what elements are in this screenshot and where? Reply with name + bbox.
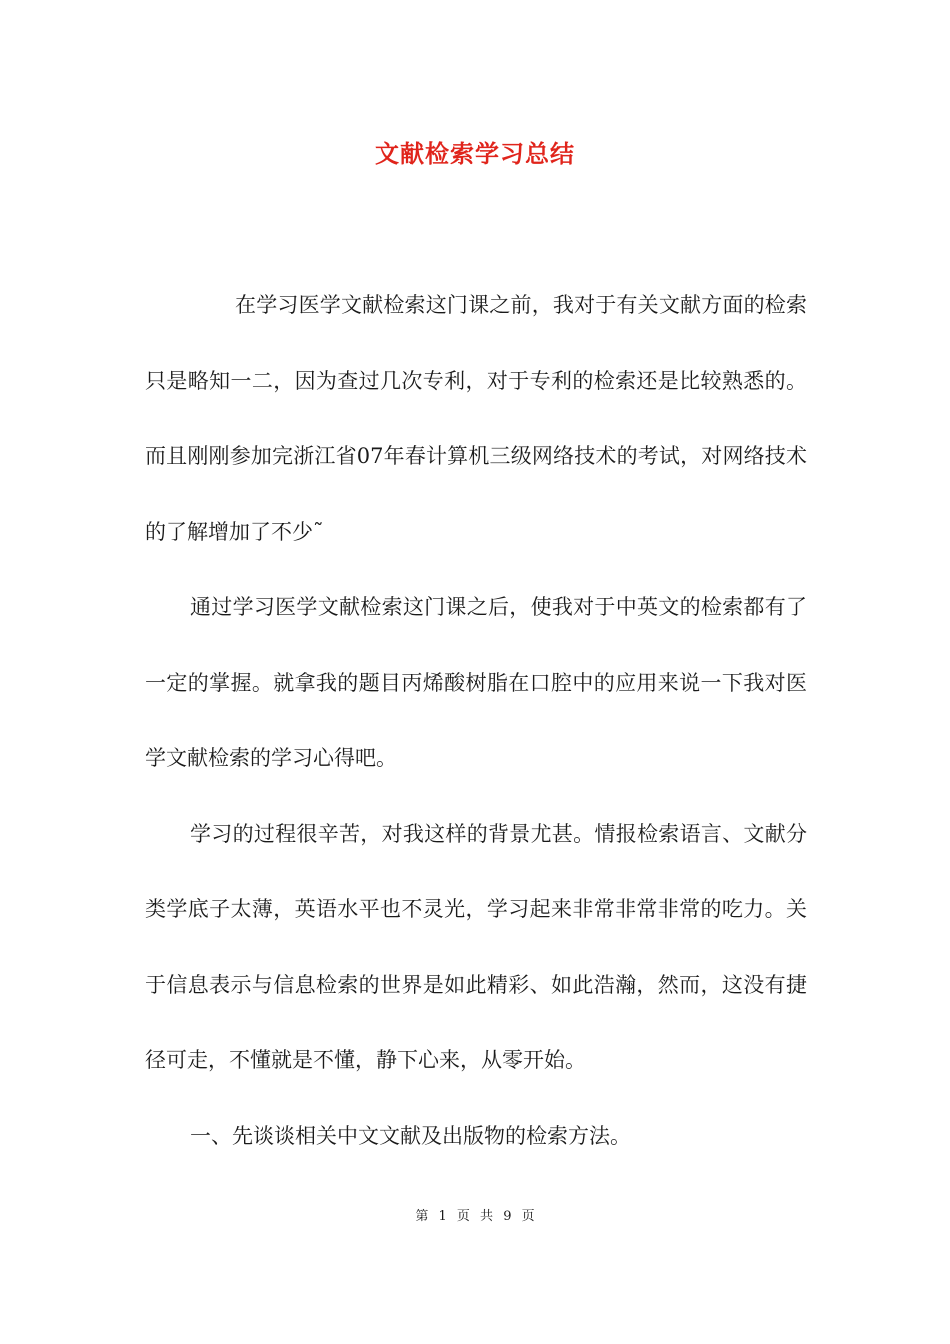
paragraph-3: 学习的过程很辛苦，对我这样的背景尤甚。情报检索语言、文献分类学底子太薄，英语水平也不灵光，学习起来非常非常非常的吃力。关于信息表示与信息检索的世界是如此精彩、如此浩瀚，然而，这没有捷径可走，不懂就是不懂，静下心来，从零开始。 bbox=[145, 821, 807, 1072]
document-title: 文献检索学习总结 bbox=[375, 139, 575, 168]
paragraph-2: 通过学习医学文献检索这门课之后，使我对于中英文的检索都有了一定的掌握。就拿我的题目丙烯酸树脂在口腔中的应用来说一下我对医学文献检索的学习心得吧。 bbox=[145, 595, 807, 770]
document-body bbox=[145, 268, 807, 1174]
page-footer: 第 1 页 共 9 页 bbox=[415, 1209, 535, 1224]
paragraph-4: 一、先谈谈相关中文文献及出版物的检索方法。 bbox=[190, 1123, 631, 1148]
paragraph-1: 在学习医学文献检索这门课之前，我对于有关文献方面的检索只是略知一二，因为查过几次专利，对于专利的检索还是比较熟悉的。 而且刚刚参加完浙江省07年春计算机三级网络技术的考试，对网络技术的了解增加了不少˜ bbox=[145, 293, 807, 544]
